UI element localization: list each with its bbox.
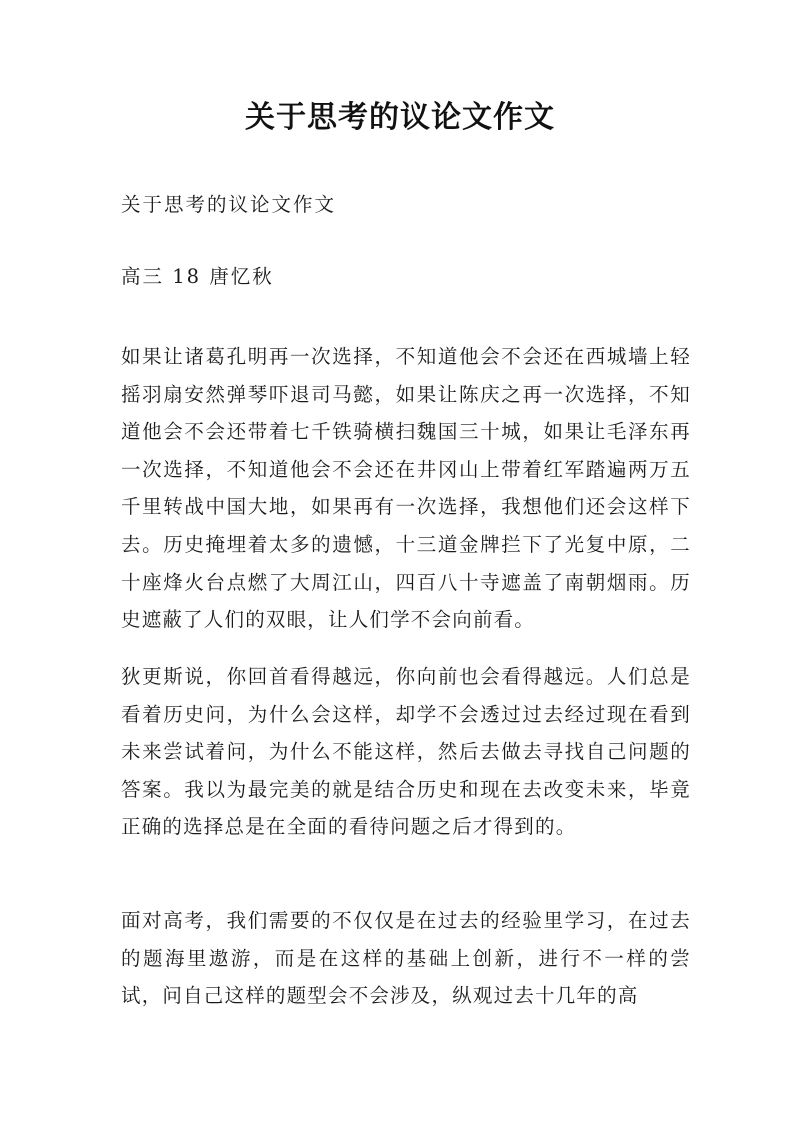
document-subtitle: 关于思考的议论文作文: [121, 193, 337, 216]
paragraph: 狄更斯说，你回首看得越远，你向前也会看得越远。人们总是看着历史问，为什么会这样，却学不会透过过去经过现在看到未来尝试着问，为什么不能这样，然后去做去寻找自己问题的答案。我以为最完美的就是结合历史和现在去改变未来，毕竟正确的选择总是在全面的看待问题之后才得到的。: [121, 665, 691, 839]
paragraph: 如果让诸葛孔明再一次选择，不知道他会不会还在西城墙上轻摇羽扇安然弹琴吓退司马懿，如果让陈庆之再一次选择，不知道他会不会还带着七千铁骑横扫魏国三十城，如果让毛泽东再一次选择，不知道他会不会还在井冈山上带着红军踏遍两万五千里转战中国大地，如果再有一次选择，我想他们还会这样下去。历史掩埋着太多的遗憾，十三道金牌拦下了光复中原，二十座烽火台点燃了大周江山，四百八十寺遮盖了南朝烟雨。历史遮蔽了人们的双眼，让人们学不会向前看。: [121, 345, 691, 632]
author-line: 高三 18 唐忆秋: [121, 265, 274, 288]
paragraph: 面对高考，我们需要的不仅仅是在过去的经验里学习，在过去的题海里遨游，而是在这样的基础上创新，进行不一样的尝试，问自己这样的题型会不会涉及，纵观过去十几年的高: [121, 909, 691, 1008]
document-title: 关于思考的议论文作文: [245, 100, 555, 135]
